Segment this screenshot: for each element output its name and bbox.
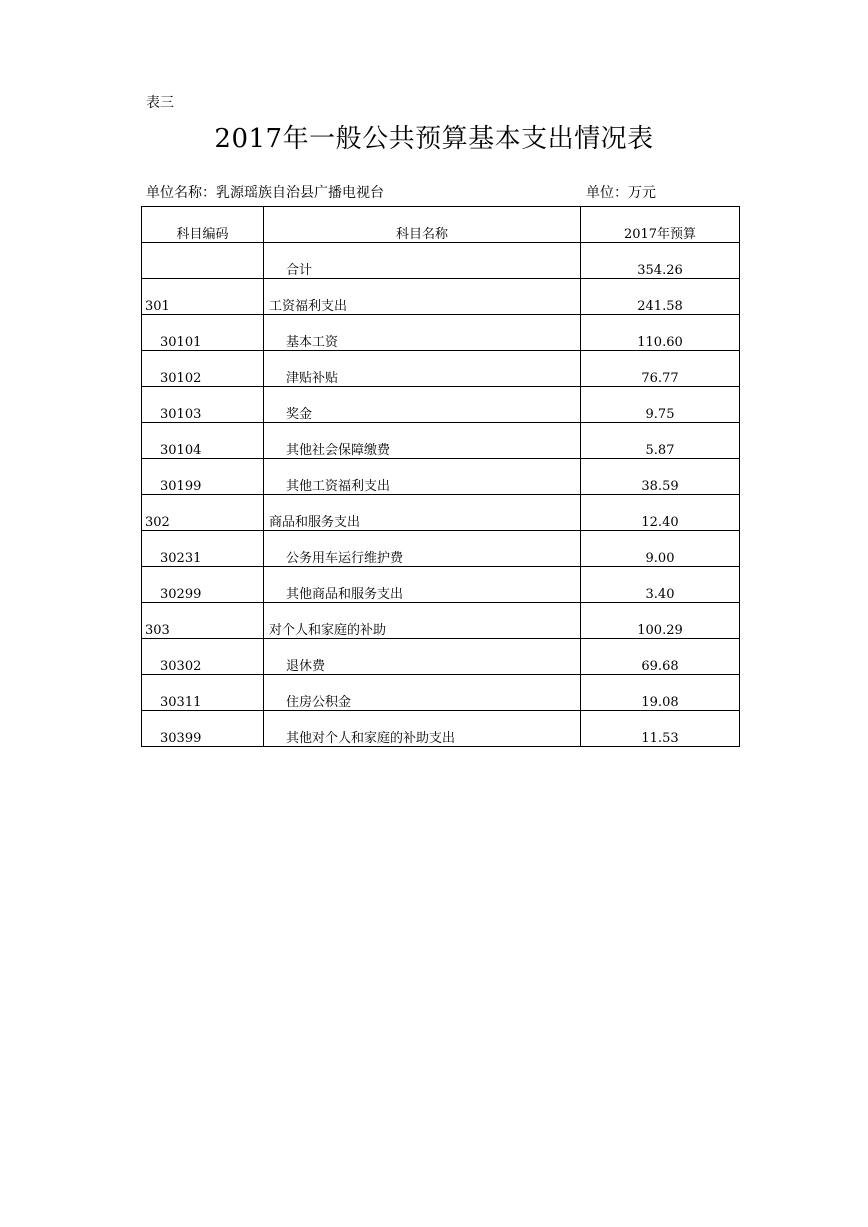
table-row: [142, 675, 740, 711]
row-name: 其他工资福利支出: [264, 459, 581, 495]
row-amount: 12.40: [581, 495, 740, 531]
total-row: [142, 243, 740, 279]
row-code: 30101: [142, 315, 264, 351]
row-name: 奖金: [264, 387, 581, 423]
row-name: 商品和服务支出: [264, 495, 581, 531]
row-code: 30299: [142, 567, 264, 603]
table-row: [142, 711, 740, 747]
row-amount: 76.77: [581, 351, 740, 387]
row-amount: 110.60: [581, 315, 740, 351]
header-amount: 2017年预算: [581, 207, 740, 243]
row-amount: 100.29: [581, 603, 740, 639]
row-amount: 9.75: [581, 387, 740, 423]
budget-table: [141, 206, 740, 747]
total-amount: 354.26: [581, 243, 740, 279]
table-row: [142, 279, 740, 315]
header-name: 科目名称: [264, 207, 581, 243]
row-name: 基本工资: [264, 315, 581, 351]
table-row: [142, 531, 740, 567]
row-name: 其他社会保障缴费: [264, 423, 581, 459]
table-row: [142, 351, 740, 387]
row-amount: 11.53: [581, 711, 740, 747]
row-amount: 3.40: [581, 567, 740, 603]
total-code: [142, 243, 264, 279]
row-code: 30103: [142, 387, 264, 423]
table-number-label: 表三: [146, 95, 174, 111]
row-name: 工资福利支出: [264, 279, 581, 315]
row-code: 302: [142, 495, 264, 531]
row-amount: 38.59: [581, 459, 740, 495]
row-amount: 9.00: [581, 531, 740, 567]
table-row: [142, 639, 740, 675]
row-name: 对个人和家庭的补助: [264, 603, 581, 639]
table-row: [142, 423, 740, 459]
row-code: 30104: [142, 423, 264, 459]
row-code: 30399: [142, 711, 264, 747]
row-amount: 5.87: [581, 423, 740, 459]
row-amount: 19.08: [581, 675, 740, 711]
row-name: 其他对个人和家庭的补助支出: [264, 711, 581, 747]
row-name: 公务用车运行维护费: [264, 531, 581, 567]
row-name: 其他商品和服务支出: [264, 567, 581, 603]
row-code: 301: [142, 279, 264, 315]
row-code: 30231: [142, 531, 264, 567]
row-name: 住房公积金: [264, 675, 581, 711]
table-header-row: [142, 207, 740, 243]
table-row: [142, 315, 740, 351]
row-amount: 241.58: [581, 279, 740, 315]
page-title: 2017年一般公共预算基本支出情况表: [214, 124, 654, 154]
unit-label: 单位：万元: [586, 185, 656, 201]
table-row: [142, 387, 740, 423]
row-code: 303: [142, 603, 264, 639]
row-code: 30199: [142, 459, 264, 495]
row-name: 退休费: [264, 639, 581, 675]
header-code: 科目编码: [142, 207, 264, 243]
table-row: [142, 567, 740, 603]
row-code: 30311: [142, 675, 264, 711]
table-row: [142, 495, 740, 531]
row-code: 30102: [142, 351, 264, 387]
organization-name: 单位名称：乳源瑶族自治县广播电视台: [146, 185, 384, 201]
table-row: [142, 603, 740, 639]
row-name: 津贴补贴: [264, 351, 581, 387]
total-name: 合计: [264, 243, 581, 279]
row-amount: 69.68: [581, 639, 740, 675]
table-row: [142, 459, 740, 495]
row-code: 30302: [142, 639, 264, 675]
